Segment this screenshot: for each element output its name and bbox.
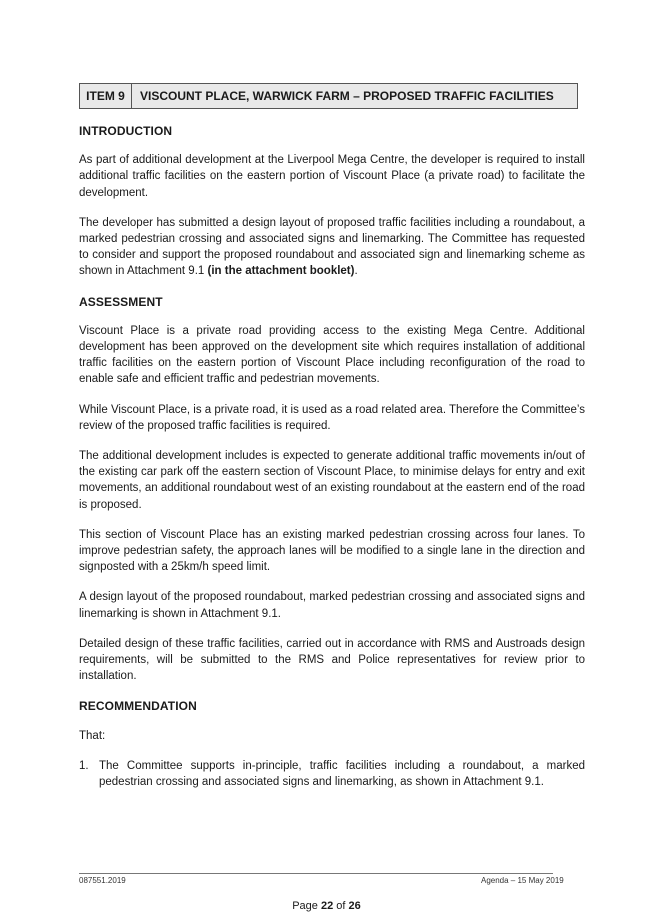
introduction-paragraph-2-end: . <box>354 265 358 278</box>
page-of: of <box>333 900 349 912</box>
assessment-paragraph-4: This section of Viscount Place has an existing marked pedestrian crossing across four lanes. To improve pedestrian safety, the approach lanes will be modified to a single lane in the direction and signposted with a 25km/h speed limit. <box>79 528 585 574</box>
assessment-paragraph-1: Viscount Place is a private road providing access to the existing Mega Centre. Additional development has been approved on the development site which requires installation of additional traffic facilities on the eastern portion of Viscount Place including reconfiguration of the road to enable safe and efficient traffic and pedestrian movements. <box>79 324 585 386</box>
assessment-paragraph-6: Detailed design of these traffic facilities, carried out in accordance with RMS and Austroads design requirements, will be submitted to the RMS and Police representatives for review prior to installation. <box>79 637 585 683</box>
page-number <box>0 900 653 912</box>
list-item-text: The Committee supports in-principle, traffic facilities including a roundabout, a marked pedestrian crossing and associated signs and linemarking, as shown in Attachment 9.1. <box>99 759 585 789</box>
recommendation-intro: That: <box>79 729 106 742</box>
footer-divider <box>79 873 553 874</box>
introduction-paragraph-2 <box>79 215 585 280</box>
introduction-heading: INTRODUCTION <box>79 124 173 138</box>
document-body <box>79 123 585 790</box>
footer-doc-number: 087551.2019 <box>79 876 126 885</box>
footer-agenda-date: Agenda – 15 May 2019 <box>481 876 564 885</box>
assessment-paragraph-3: The additional development includes is expected to generate additional traffic movements in/out of the existing car park off the eastern section of Viscount Place, to minimise delays for entry and exit movements, an additional roundabout west of an existing roundabout at the eastern end of the road is proposed. <box>79 450 585 511</box>
attachment-booklet-note: (in the attachment booklet) <box>207 265 355 278</box>
list-item-number: 1. <box>79 759 89 772</box>
assessment-heading: ASSESSMENT <box>79 294 163 309</box>
item-number: ITEM 9 <box>80 84 132 108</box>
recommendation-list <box>79 758 585 790</box>
page-current: 22 <box>320 900 334 912</box>
introduction-paragraph-2-text: The developer has submitted a design layout of proposed traffic facilities including a roundabout, a marked pedestrian crossing and associated signs and linemarking. The Committee has requested to consider and support the proposed roundabout and associated sign and linemarking scheme as shown in Attachment 9.1 <box>79 216 585 278</box>
item-header-box <box>79 83 578 109</box>
page-total: 26 <box>348 900 361 912</box>
page-prefix: Page <box>292 900 321 912</box>
assessment-paragraph-2: While Viscount Place, is a private road, it is used as a road related area. Therefore the Committee’s review of the proposed traffic facilities is required. <box>79 403 585 432</box>
recommendation-heading: RECOMMENDATION <box>79 699 197 714</box>
assessment-paragraph-5: A design layout of the proposed roundabout, marked pedestrian crossing and associated signs and linemarking is shown in Attachment 9.1. <box>79 591 585 620</box>
list-item <box>79 758 585 790</box>
introduction-paragraph-1: As part of additional development at the Liverpool Mega Centre, the developer is required to install additional traffic facilities on the eastern portion of Viscount Place (a private road) to facilitate the development. <box>79 154 585 199</box>
item-title: VISCOUNT PLACE, WARWICK FARM – PROPOSED TRAFFIC FACILITIES <box>140 89 554 103</box>
